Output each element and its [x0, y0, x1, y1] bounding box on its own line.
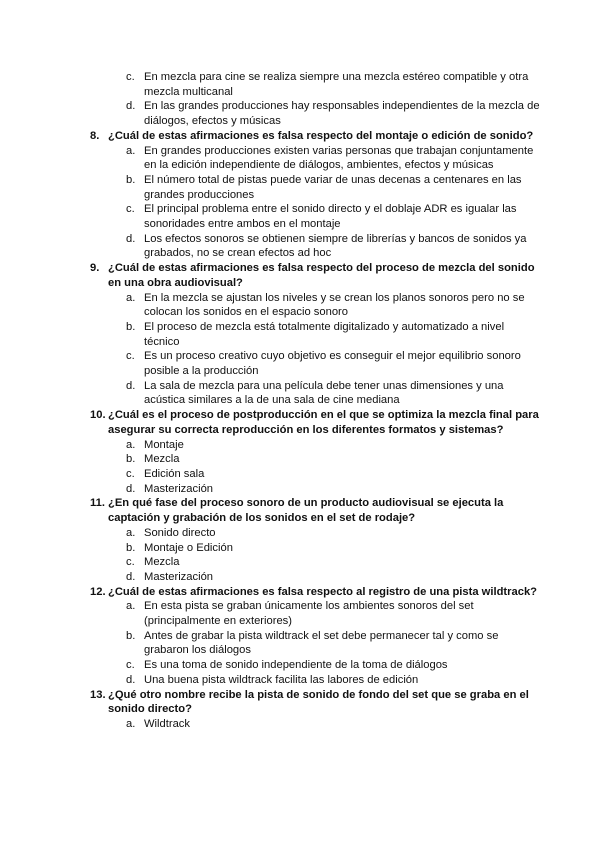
option-letter: b. — [126, 173, 136, 186]
option-text: Mezcla — [144, 556, 180, 569]
answer-option — [90, 467, 540, 482]
answer-option — [90, 629, 540, 658]
answer-option — [90, 541, 540, 556]
answer-option — [90, 379, 540, 408]
option-letter: b. — [126, 453, 136, 466]
option-text: La sala de mezcla para una película debe tener unas dimensiones y una acústica similares a la de una sala de cine mediana — [144, 379, 504, 407]
option-letter: d. — [126, 100, 136, 113]
question-10 — [90, 408, 540, 496]
question-number: 11. — [90, 497, 105, 510]
answer-option — [90, 658, 540, 673]
option-text: Una buena pista wildtrack facilita las labores de edición — [144, 673, 419, 686]
question-8 — [90, 129, 540, 261]
option-letter: c. — [126, 467, 135, 480]
question-text: ¿Cuál de estas afirmaciones es falsa respecto del proceso de mezcla del sonido en una obra audiovisual? — [108, 262, 535, 289]
question-text: ¿Qué otro nombre recibe la pista de sonido de fondo del set que se graba en el sonido directo? — [108, 688, 529, 716]
answer-option — [90, 349, 540, 378]
option-letter: d. — [126, 673, 136, 686]
option-letter: a. — [126, 526, 136, 539]
question-heading — [90, 496, 540, 525]
answer-option — [90, 452, 540, 467]
option-text: Masterización — [144, 482, 214, 495]
answer-option — [90, 438, 540, 453]
option-letter: c. — [126, 71, 135, 83]
answer-option — [90, 320, 540, 349]
answer-option — [90, 717, 540, 732]
option-text: El proceso de mezcla está totalmente digitalizado y automatizado a nivel técnico — [144, 320, 505, 348]
answer-option — [90, 202, 540, 231]
question-9 — [90, 261, 540, 408]
question-text: ¿En qué fase del proceso sonoro de un producto audiovisual se ejecuta la captación y grabación de los sonidos en el set de rodaje? — [108, 497, 504, 525]
question-text: ¿Cuál de estas afirmaciones es falsa respecto al registro de una pista wildtrack? — [108, 585, 538, 598]
option-text: En las grandes producciones hay responsables independientes de la mezcla de diálogos, efectos y músicas — [144, 100, 540, 128]
option-letter: d. — [126, 482, 136, 495]
question-13 — [90, 688, 540, 732]
option-letter: d. — [126, 379, 136, 392]
option-letter: b. — [126, 541, 136, 554]
question-heading — [90, 688, 540, 717]
option-letter: a. — [126, 438, 136, 451]
answer-option — [90, 99, 540, 128]
option-letter: a. — [126, 717, 136, 730]
option-text: Antes de grabar la pista wildtrack el set debe permanecer tal y como se grabaron los diálogos — [144, 629, 499, 657]
answer-option — [90, 599, 540, 628]
option-text: Wildtrack — [144, 717, 190, 730]
question-number: 10. — [90, 409, 106, 422]
question-11 — [90, 496, 540, 584]
option-text: El principal problema entre el sonido directo y el doblaje ADR es igualar las sonoridades entre ambos en el montaje — [144, 203, 517, 231]
option-text: Es una toma de sonido independiente de la toma de diálogos — [144, 659, 448, 672]
question-text: ¿Cuál es el proceso de postproducción en el que se optimiza la mezcla final para asegurar su correcta reproducción en los diferentes formatos y sistemas? — [108, 409, 539, 436]
option-letter: c. — [126, 203, 135, 216]
answer-option — [90, 526, 540, 541]
answer-option — [90, 70, 540, 99]
option-text: Edición sala — [144, 467, 205, 480]
option-letter: c. — [126, 556, 135, 569]
question-heading — [90, 408, 540, 437]
option-text: Masterización — [144, 570, 214, 583]
question-number: 13. — [90, 688, 106, 701]
answer-option — [90, 232, 540, 261]
option-text: El número total de pistas puede variar de unas decenas a centenares en las grandes producciones — [144, 173, 522, 201]
option-text: Es un proceso creativo cuyo objetivo es conseguir el mejor equilibrio sonoro posible a la producción — [144, 350, 521, 378]
option-text: Los efectos sonoros se obtienen siempre de librerías y bancos de sonidos ya grabados, no se crean efectos ad hoc — [144, 232, 527, 260]
answer-option — [90, 144, 540, 173]
option-text: Mezcla — [144, 453, 180, 466]
answer-option — [90, 482, 540, 497]
quiz-content — [90, 70, 540, 732]
question-heading — [90, 585, 540, 600]
option-letter: a. — [126, 144, 136, 157]
question-12 — [90, 585, 540, 688]
option-letter: b. — [126, 629, 136, 642]
option-text: Montaje o Edición — [144, 541, 233, 554]
option-text: Montaje — [144, 438, 184, 451]
question-number: 9. — [90, 262, 100, 275]
answer-option — [90, 173, 540, 202]
option-letter: b. — [126, 320, 136, 333]
option-letter: c. — [126, 659, 135, 672]
answer-option — [90, 673, 540, 688]
question-text: ¿Cuál de estas afirmaciones es falsa respecto del montaje o edición de sonido? — [108, 129, 534, 142]
option-text: En mezcla para cine se realiza siempre una mezcla estéreo compatible y otra mezcla multicanal — [144, 71, 529, 98]
option-letter: d. — [126, 570, 136, 583]
top-options — [90, 70, 540, 129]
answer-option — [90, 570, 540, 585]
option-text: En la mezcla se ajustan los niveles y se crean los planos sonoros pero no se colocan los sonidos en el espacio sonoro — [144, 291, 525, 319]
option-letter: c. — [126, 350, 135, 363]
option-text: En grandes producciones existen varias personas que trabajan conjuntamente en la edición independiente de diálogos, ambientes, efectos y músicas — [144, 144, 534, 172]
question-heading — [90, 261, 540, 290]
question-number: 8. — [90, 129, 100, 142]
option-letter: a. — [126, 291, 136, 304]
option-letter: d. — [126, 232, 136, 245]
question-number: 12. — [90, 585, 106, 598]
answer-option — [90, 555, 540, 570]
answer-option — [90, 291, 540, 320]
option-text: Sonido directo — [144, 526, 216, 539]
question-heading — [90, 129, 540, 144]
option-text: En esta pista se graban únicamente los ambientes sonoros del set (principalmente en exteriores) — [144, 600, 474, 628]
option-letter: a. — [126, 600, 136, 613]
